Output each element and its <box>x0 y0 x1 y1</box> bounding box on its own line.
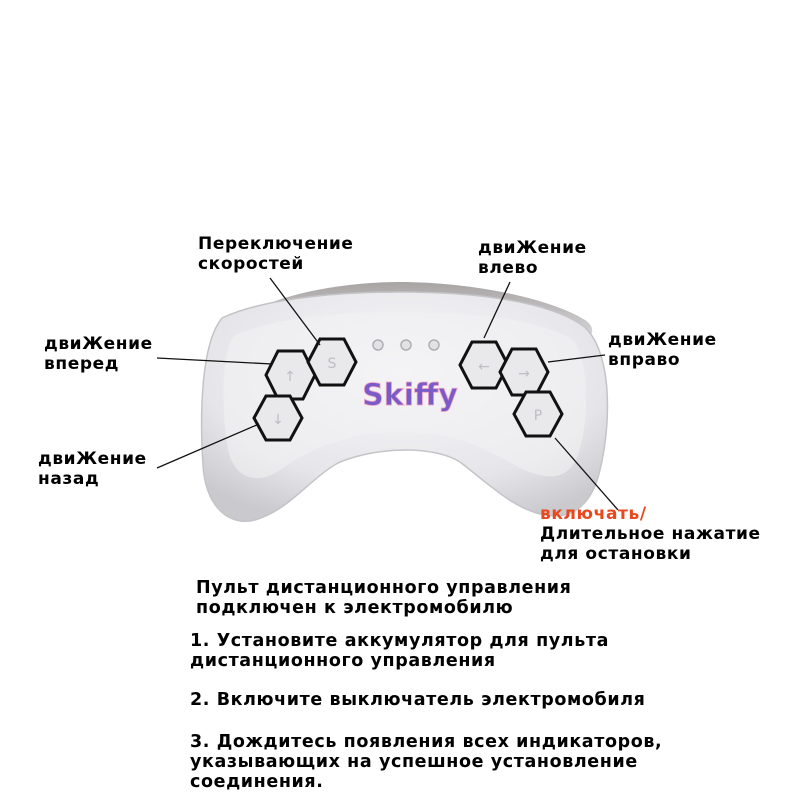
label-left-line2: влево <box>478 258 539 278</box>
button-right-glyph: → <box>518 366 530 382</box>
label-speed-line2: скоростей <box>198 254 304 274</box>
label-speed-switch <box>198 234 354 274</box>
button-forward-glyph: ↑ <box>284 369 296 385</box>
label-forward-line1: двиЖение <box>44 334 153 354</box>
label-move-right <box>608 330 717 370</box>
instructions-title-line2: подключен к электромобилю <box>196 598 514 618</box>
instruction-step-3 <box>190 732 662 792</box>
label-power-line2: Длительное нажатие <box>540 524 761 544</box>
step3-line2: указывающих на успешное установление <box>190 752 638 772</box>
instruction-step-1 <box>190 631 609 671</box>
label-left-line1: двиЖение <box>478 238 587 258</box>
label-back-line2: назад <box>38 469 100 489</box>
brand-logo: Skiffy <box>362 378 458 413</box>
step3-line1: 3. Дождитесь появления всех индикаторов, <box>190 732 663 752</box>
instructions-title <box>196 578 572 618</box>
label-power-highlight: включать/ <box>540 504 647 524</box>
led-1 <box>373 340 383 350</box>
label-forward-line2: вперед <box>44 354 120 374</box>
instructions-title-line1: Пульт дистанционного управления <box>196 578 572 598</box>
button-left[interactable] <box>460 342 508 388</box>
button-right[interactable] <box>500 349 548 395</box>
button-power-glyph: P <box>533 408 543 424</box>
button-speed-glyph: S <box>327 356 337 372</box>
led-2 <box>401 340 411 350</box>
button-back-glyph: ↓ <box>272 412 284 428</box>
step1-line1: 1. Установите аккумулятор для пульта <box>190 631 610 651</box>
label-move-forward <box>44 334 153 374</box>
button-back[interactable] <box>254 396 302 440</box>
label-speed-line1: Переключение <box>198 234 354 254</box>
button-power[interactable] <box>514 392 562 436</box>
button-speed[interactable] <box>308 339 356 385</box>
label-move-left <box>478 238 587 278</box>
step1-line2: дистанционного управления <box>190 651 496 671</box>
label-right-line2: вправо <box>608 350 681 370</box>
button-left-glyph: ← <box>478 359 490 375</box>
led-3 <box>429 340 439 350</box>
label-move-back <box>38 449 147 489</box>
label-right-line1: двиЖение <box>608 330 717 350</box>
button-forward[interactable] <box>266 351 315 399</box>
step3-line3: соединения. <box>190 772 324 792</box>
step2-line1: 2. Включите выключатель электромобиля <box>190 690 646 710</box>
label-power-line3: для остановки <box>540 544 692 564</box>
label-back-line1: двиЖение <box>38 449 147 469</box>
label-power <box>540 504 761 564</box>
instruction-step-2 <box>190 690 645 710</box>
